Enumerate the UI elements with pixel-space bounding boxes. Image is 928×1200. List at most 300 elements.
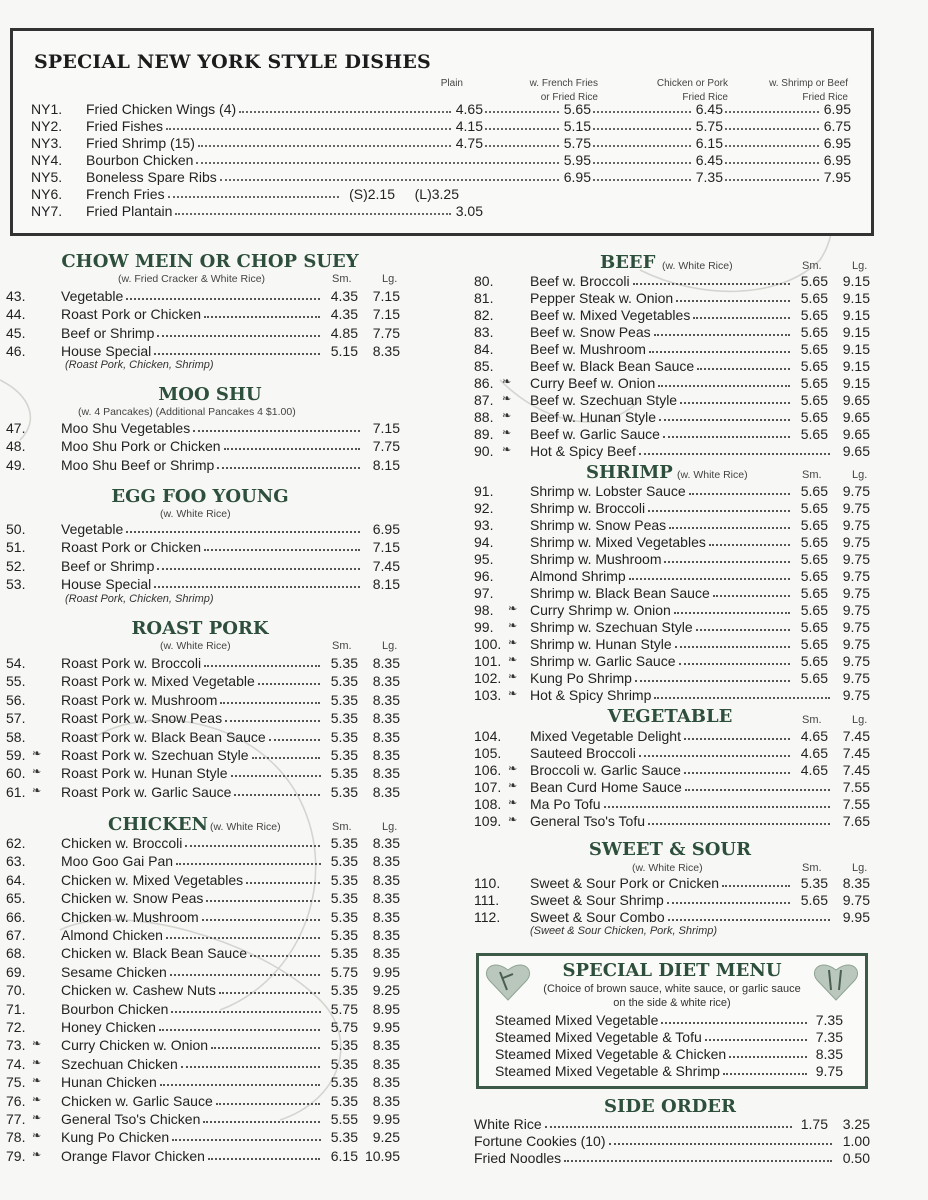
item-number: 101. [474, 653, 502, 669]
menu-item[interactable] [6, 728, 402, 746]
dot-leader [693, 306, 790, 319]
dot-leader [633, 272, 790, 285]
dot-leader [680, 391, 790, 404]
menu-item[interactable] [6, 437, 402, 455]
dot-leader [231, 764, 321, 777]
dot-leader [220, 169, 559, 181]
dot-leader [204, 305, 320, 318]
menu-item[interactable] [6, 691, 402, 709]
item-name: Sweet & Sour Pork or Cnicken [530, 875, 720, 891]
menu-item[interactable] [495, 1062, 845, 1080]
item-number: 44. [6, 306, 26, 323]
item-number: 88. [474, 409, 494, 425]
small-header: Sm. [332, 273, 352, 285]
menu-item[interactable] [6, 908, 402, 926]
item-number: 43. [6, 288, 26, 304]
dot-leader [196, 152, 559, 164]
item-name: Broccoli w. Garlic Sauce [530, 762, 681, 778]
price-small: 4.35 [330, 288, 358, 304]
special-diet-title: SPECIAL DIET MENU [562, 960, 782, 981]
item-name: Chicken w. Broccoli [61, 835, 183, 851]
dot-leader [696, 618, 790, 631]
item-number: 64. [6, 871, 26, 888]
price-small: 5.65 [800, 358, 828, 374]
menu-item[interactable] [474, 425, 872, 443]
item-number: 108. [474, 796, 502, 812]
menu-item[interactable] [474, 391, 872, 409]
item-name: General Tso's Chicken [61, 1111, 201, 1127]
menu-item[interactable] [474, 323, 872, 341]
price-small: 5.65 [800, 500, 828, 516]
pepper-icon: ❧ [502, 444, 512, 456]
moo-shu-title: MOO SHU [158, 384, 262, 405]
menu-item[interactable] [474, 516, 872, 534]
dot-leader [203, 1110, 320, 1123]
menu-item[interactable] [6, 1036, 402, 1054]
ny-menu-item[interactable] [31, 152, 851, 169]
price-large: 9.15 [842, 307, 870, 323]
item-number: 93. [474, 517, 494, 533]
dot-leader [684, 761, 790, 774]
menu-item[interactable] [474, 761, 872, 779]
menu-item[interactable] [6, 871, 402, 889]
menu-item[interactable] [6, 1092, 402, 1110]
price-large: 9.75 [842, 551, 870, 567]
menu-item[interactable] [6, 324, 402, 342]
dot-leader [713, 584, 790, 597]
dot-leader [669, 516, 790, 529]
ny-menu-item[interactable] [31, 135, 851, 152]
price: 7.95 [823, 169, 851, 185]
menu-item[interactable] [6, 852, 402, 870]
roast-pork-title: ROAST PORK [131, 618, 269, 639]
menu-item[interactable] [495, 1011, 845, 1029]
price-small: 5.35 [330, 765, 358, 782]
menu-item[interactable] [474, 1115, 874, 1133]
menu-item[interactable] [474, 408, 872, 426]
beef-subtitle: (w. White Rice) [662, 260, 733, 272]
price-large: (L)3.25 [414, 186, 459, 202]
dot-leader [157, 557, 360, 570]
menu-item[interactable] [6, 575, 402, 593]
price-large: 7.75 [372, 438, 400, 455]
pepper-icon: ❧ [502, 376, 512, 388]
item-name: Curry Shrimp w. Onion [530, 602, 671, 618]
menu-item[interactable] [6, 1128, 402, 1146]
price: 5.75 [563, 135, 591, 151]
dot-leader [224, 437, 360, 450]
menu-item[interactable] [474, 533, 872, 551]
item-name: Fried Plantain [86, 203, 173, 219]
item-number: 105. [474, 745, 502, 761]
item-name: Vegetable [61, 288, 124, 304]
pepper-icon: ❧ [32, 784, 42, 797]
menu-item[interactable] [474, 442, 872, 460]
dot-leader [154, 575, 360, 588]
item-name: Chicken w. Mushroom [61, 908, 199, 925]
price: 6.15 [695, 135, 723, 151]
price: 8.35 [815, 1046, 843, 1062]
menu-item[interactable] [6, 889, 402, 907]
item-number: 69. [6, 963, 26, 980]
price-small: 5.35 [330, 1129, 358, 1146]
dot-leader [675, 635, 790, 648]
price-small: 5.35 [330, 908, 358, 925]
menu-item[interactable] [6, 783, 402, 801]
item-name: House Special [61, 576, 152, 593]
item-name: Fried Noodles [474, 1150, 562, 1166]
price-large: 8.35 [372, 835, 400, 851]
menu-item[interactable] [6, 672, 402, 690]
price-large: 1.00 [842, 1133, 870, 1149]
menu-item[interactable] [474, 618, 872, 636]
item-number: 109. [474, 813, 502, 829]
price-small: 5.65 [800, 568, 828, 584]
dot-leader [593, 101, 691, 113]
price-large: 9.65 [842, 443, 870, 459]
menu-item[interactable] [6, 926, 402, 944]
price-small: 5.65 [800, 483, 828, 499]
item-name: Bean Curd Home Sauce [530, 779, 682, 795]
sweet-sour-title: SWEET & SOUR [588, 839, 752, 860]
price-large: 9.75 [842, 500, 870, 516]
item-number: 68. [6, 945, 26, 962]
pepper-icon: ❧ [508, 814, 518, 826]
price-large: 9.15 [842, 324, 870, 340]
item-number: 59. [6, 747, 26, 763]
dot-leader [157, 324, 320, 337]
menu-item[interactable] [474, 550, 872, 568]
pepper-icon: ❧ [502, 410, 512, 422]
large-header: Lg. [382, 640, 398, 652]
dot-leader [664, 550, 790, 563]
item-name: Steamed Mixed Vegetable [495, 1012, 659, 1028]
menu-item[interactable] [6, 709, 402, 727]
item-number: 84. [474, 341, 494, 357]
menu-item[interactable] [6, 981, 402, 999]
price: 5.65 [563, 101, 591, 117]
price-large: 9.75 [842, 483, 870, 499]
small-header: Sm. [802, 469, 822, 481]
menu-item[interactable] [474, 340, 872, 358]
dot-leader [674, 601, 790, 614]
item-name: Curry Beef w. Onion [530, 375, 656, 391]
menu-item[interactable] [6, 557, 402, 575]
dot-leader [175, 203, 451, 215]
item-name: Steamed Mixed Vegetable & Tofu [495, 1029, 702, 1045]
price: 6.95 [823, 135, 851, 151]
dot-leader [648, 812, 830, 825]
price-large: 8.35 [372, 890, 400, 907]
price-small: 5.75 [330, 1000, 358, 1017]
item-name: Shrimp w. Hunan Style [530, 636, 672, 652]
price-small: 5.55 [330, 1111, 358, 1127]
price: 7.35 [815, 1012, 843, 1028]
price-large: 9.75 [842, 687, 870, 703]
ny-header-shrimp-beef: w. Shrimp or Beef Fried Rice [769, 78, 848, 103]
menu-item[interactable] [474, 669, 872, 687]
item-name: Shrimp w. Garlic Sauce [530, 653, 676, 669]
price-large: 7.55 [842, 779, 870, 795]
price: 6.45 [695, 152, 723, 168]
price-small: 5.65 [800, 290, 828, 306]
price-large: 7.15 [372, 306, 400, 323]
item-name: Sesame Chicken [61, 963, 167, 980]
item-number: 73. [6, 1037, 26, 1054]
dot-leader [234, 783, 320, 796]
item-name: Moo Shu Pork or Chicken [61, 438, 221, 455]
menu-item[interactable] [6, 1000, 402, 1018]
menu-item[interactable] [6, 287, 402, 305]
price-small: 5.65 [800, 392, 828, 408]
price-large: 7.75 [372, 324, 400, 341]
item-name: French Fries [86, 186, 165, 202]
item-number: NY2. [31, 118, 63, 134]
item-number: 74. [6, 1055, 26, 1072]
special-diet-subtitle: (Choice of brown sauce, white sauce, or garlic sauce [543, 983, 801, 995]
menu-item[interactable] [6, 342, 402, 360]
price-small: 4.85 [330, 324, 358, 341]
item-name: Fried Fishes [86, 118, 164, 134]
dot-leader [246, 871, 320, 884]
item-number: 107. [474, 779, 502, 795]
price-large: 9.75 [842, 568, 870, 584]
menu-item[interactable] [474, 652, 872, 670]
price-small: 5.35 [330, 1055, 358, 1072]
menu-item[interactable] [474, 482, 872, 500]
dot-leader [725, 135, 819, 147]
menu-item[interactable] [474, 1132, 874, 1150]
price-large: 9.75 [842, 892, 870, 908]
price-small: 5.65 [800, 670, 828, 686]
chicken-title: CHICKEN [108, 814, 208, 835]
egg-foo-young-subtitle: (w. White Rice) [160, 508, 231, 520]
small-header: Sm. [802, 862, 822, 874]
item-name: Bourbon Chicken [61, 1000, 169, 1017]
item-name: Beef w. Hunan Style [530, 409, 657, 425]
item-number: 53. [6, 576, 26, 593]
price-large: 9.75 [842, 619, 870, 635]
price-large: 9.95 [372, 963, 400, 980]
item-number: 50. [6, 521, 26, 537]
price-small: 5.65 [800, 341, 828, 357]
item-name: Steamed Mixed Vegetable & Shrimp [495, 1063, 720, 1079]
price-large: 8.35 [372, 853, 400, 870]
menu-item[interactable] [474, 778, 872, 796]
price-small: 5.35 [330, 982, 358, 999]
menu-item[interactable] [474, 727, 872, 745]
pepper-icon: ❧ [32, 748, 42, 760]
menu-item[interactable] [6, 419, 402, 437]
menu-item[interactable] [474, 306, 872, 324]
dot-leader [654, 323, 790, 336]
ny-menu-item[interactable] [31, 118, 851, 135]
menu-item[interactable] [6, 764, 402, 782]
item-name: Hunan Chicken [61, 1074, 157, 1091]
price: 5.15 [563, 118, 591, 134]
price-large: 9.75 [842, 517, 870, 533]
price-large: 8.35 [372, 871, 400, 888]
price-small: 5.65 [800, 892, 828, 908]
pepper-icon: ❧ [508, 671, 518, 683]
pepper-icon: ❧ [508, 688, 518, 700]
menu-item[interactable] [6, 305, 402, 323]
menu-item[interactable] [6, 456, 402, 474]
pepper-icon: ❧ [502, 427, 512, 439]
menu-item[interactable] [474, 635, 872, 653]
menu-item[interactable] [6, 1073, 402, 1091]
menu-item[interactable] [474, 874, 872, 892]
menu-item[interactable] [474, 601, 872, 619]
price-small: 4.65 [800, 745, 828, 761]
menu-item[interactable] [6, 538, 402, 556]
price-large: 8.35 [372, 747, 400, 763]
ny-specials-box [10, 28, 874, 236]
price-small: 4.65 [800, 728, 828, 744]
price-small: 5.65 [800, 273, 828, 289]
price-small: 5.35 [330, 853, 358, 870]
item-number: 83. [474, 324, 494, 340]
dot-leader [181, 1055, 320, 1068]
price-large: 9.15 [842, 290, 870, 306]
sweet-sour-subtitle: (w. White Rice) [632, 862, 703, 874]
menu-item[interactable] [6, 1110, 402, 1128]
price-large: 9.65 [842, 392, 870, 408]
menu-item[interactable] [474, 1149, 874, 1167]
price-large: 8.35 [372, 1092, 400, 1109]
menu-item[interactable] [474, 357, 872, 375]
ny-menu-item[interactable] [31, 169, 851, 186]
menu-item[interactable] [474, 584, 872, 602]
item-name: Shrimp w. Mushroom [530, 551, 662, 567]
item-name: White Rice [474, 1116, 542, 1132]
item-name: Roast Pork or Chicken [61, 306, 202, 323]
price-small: 5.35 [330, 835, 358, 851]
item-name: Hot & Spicy Beef [530, 443, 636, 459]
menu-item[interactable] [474, 908, 872, 926]
item-name: Beef or Shrimp [61, 324, 155, 341]
item-name: Ma Po Tofu [530, 796, 601, 812]
menu-item[interactable] [474, 272, 872, 290]
menu-item[interactable] [6, 834, 402, 852]
item-name: Orange Flavor Chicken [61, 1147, 205, 1164]
item-number: 65. [6, 890, 26, 907]
item-name: Steamed Mixed Vegetable & Chicken [495, 1046, 727, 1062]
dot-leader [697, 357, 790, 370]
dot-leader [159, 1018, 320, 1031]
menu-item[interactable] [6, 1147, 402, 1165]
ny-menu-item[interactable] [31, 101, 851, 118]
menu-item[interactable] [6, 746, 402, 764]
item-name: Szechuan Chicken [61, 1055, 178, 1072]
pepper-icon: ❧ [32, 1148, 42, 1161]
ny-header-plain: Plain [440, 78, 463, 89]
ny-menu-item[interactable] [31, 186, 851, 203]
price-large: 8.35 [372, 927, 400, 943]
chicken-subtitle: (w. White Rice) [210, 821, 281, 833]
price-small: 5.35 [330, 871, 358, 888]
dot-leader [202, 908, 320, 921]
price-large: 9.65 [842, 409, 870, 425]
ny-section-title: SPECIAL NEW YORK STYLE DISHES [34, 51, 431, 73]
menu-item[interactable] [474, 567, 872, 585]
menu-item[interactable] [474, 499, 872, 517]
menu-item[interactable] [6, 654, 402, 672]
menu-item[interactable] [6, 1018, 402, 1036]
price-large: 7.15 [372, 288, 400, 304]
menu-item[interactable] [474, 686, 872, 704]
pepper-icon: ❧ [502, 393, 512, 405]
item-number: 56. [6, 691, 26, 708]
item-number: 48. [6, 438, 26, 455]
dot-leader [204, 538, 360, 551]
dot-leader [679, 652, 790, 665]
pepper-icon: ❧ [32, 1056, 42, 1069]
dot-leader [193, 419, 360, 432]
price: 9.75 [815, 1063, 843, 1079]
price-small: 5.35 [330, 927, 358, 943]
menu-item[interactable] [495, 1045, 845, 1063]
menu-item[interactable] [495, 1028, 845, 1046]
item-name: Roast Pork w. Mushroom [61, 691, 218, 708]
price-small: 5.65 [800, 602, 828, 618]
menu-item[interactable] [474, 795, 872, 813]
menu-item[interactable] [6, 963, 402, 981]
item-name: Shrimp w. Lobster Sauce [530, 483, 686, 499]
item-number: 110. [474, 875, 501, 891]
menu-item[interactable] [6, 944, 402, 962]
item-number: 112. [474, 909, 501, 925]
menu-item[interactable] [6, 520, 402, 538]
item-name: Shrimp w. Mixed Vegetables [530, 534, 706, 550]
menu-item[interactable] [6, 1055, 402, 1073]
dot-leader [225, 709, 320, 722]
dot-leader [685, 778, 830, 791]
price-large: 7.45 [842, 745, 870, 761]
dot-leader [635, 669, 790, 682]
dot-leader [593, 135, 691, 147]
item-number: 55. [6, 673, 26, 690]
menu-item[interactable] [474, 289, 872, 307]
price-large: 8.35 [372, 783, 400, 800]
menu-item[interactable] [474, 744, 872, 762]
item-number: 87. [474, 392, 494, 408]
item-number: 72. [6, 1019, 26, 1035]
dot-leader [667, 891, 790, 904]
dot-leader [684, 727, 790, 740]
dot-leader [545, 1115, 792, 1128]
dot-leader [725, 152, 819, 164]
sweet-sour-note: (Sweet & Sour Chicken, Pork, Shrimp) [530, 925, 718, 937]
menu-item[interactable] [474, 812, 872, 830]
price-large: 8.15 [372, 456, 400, 473]
price-large: 9.75 [842, 585, 870, 601]
dot-leader [170, 963, 320, 976]
item-number: 47. [6, 420, 26, 436]
menu-item[interactable] [474, 374, 872, 392]
item-number: 77. [6, 1111, 26, 1127]
dot-leader [629, 567, 790, 580]
item-number: 99. [474, 619, 494, 635]
menu-item[interactable] [474, 891, 872, 909]
item-name: Chicken w. Black Bean Sauce [61, 945, 247, 962]
dot-leader [217, 456, 360, 469]
item-name: Shrimp w. Szechuan Style [530, 619, 693, 635]
price-large: 8.35 [372, 691, 400, 708]
item-number: 60. [6, 765, 26, 782]
ny-menu-item[interactable] [31, 203, 851, 220]
chow-mein-subtitle: (w. Fried Cracker & White Rice) [118, 273, 266, 285]
